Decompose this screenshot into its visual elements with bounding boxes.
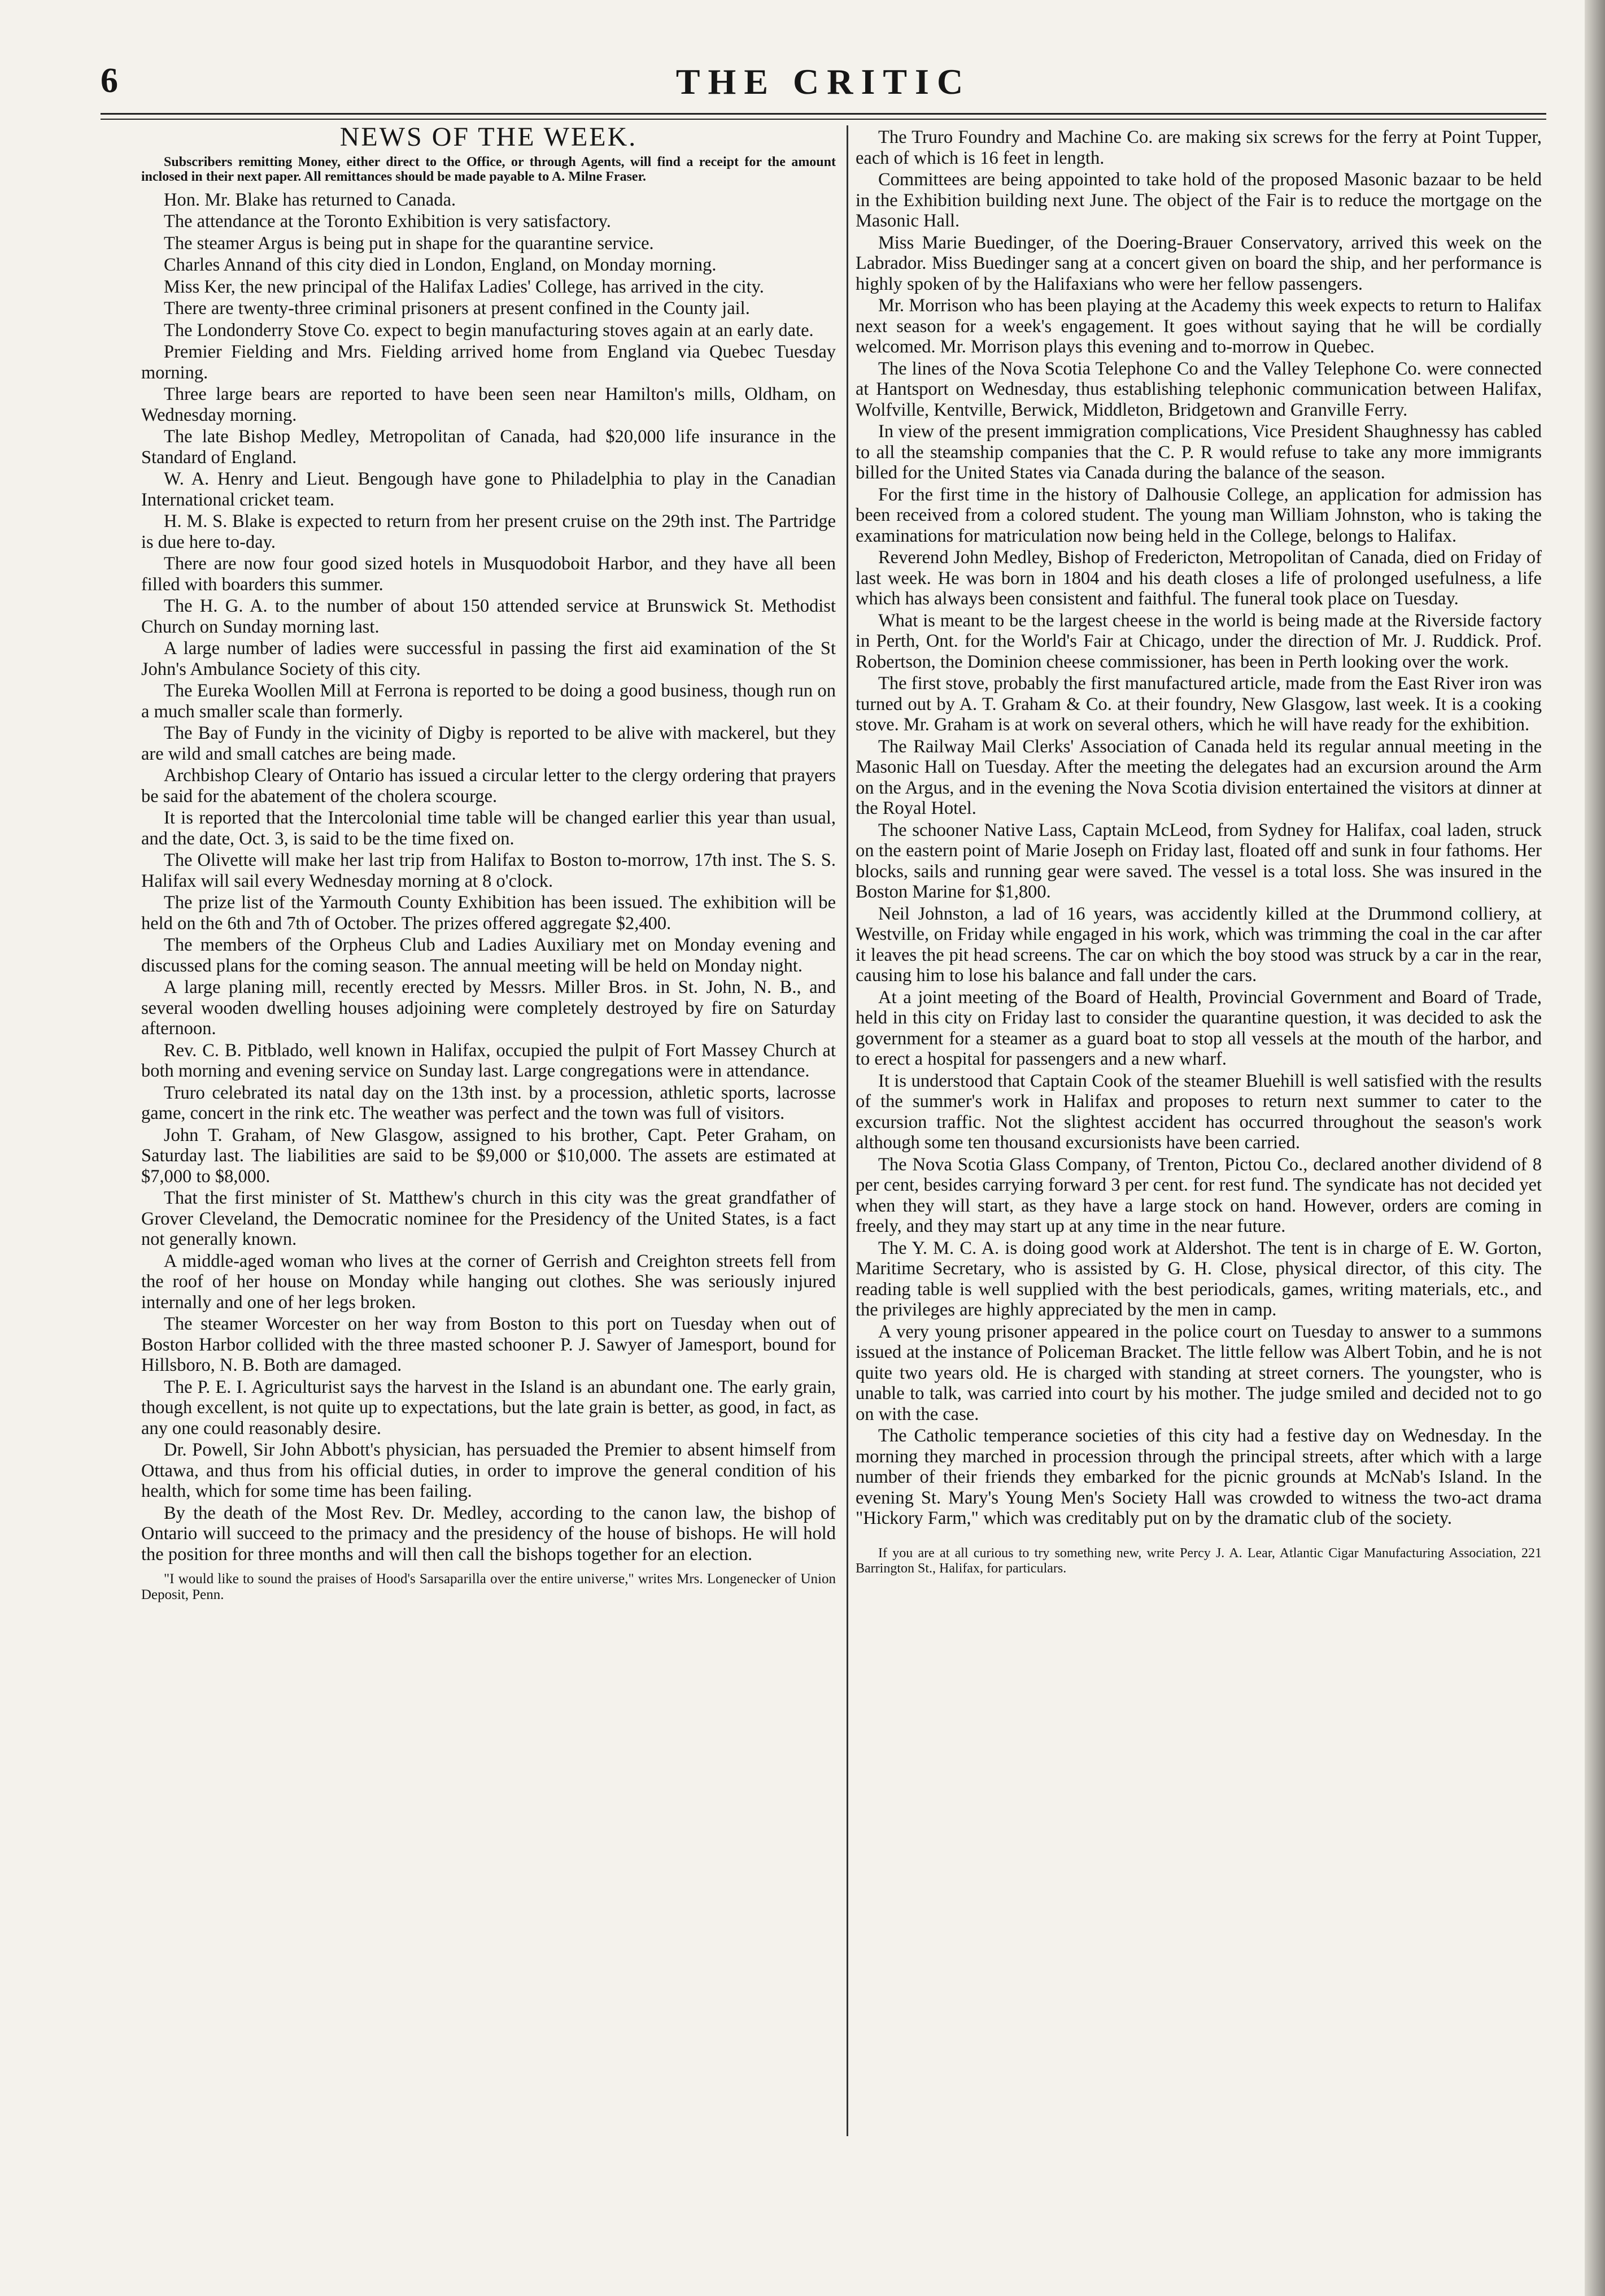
news-item: A middle-aged woman who lives at the corner of Gerrish and Creighton streets fell from the roof of her house on Monday while hanging out clothes. She was seriously injured internally and one of her legs broken. <box>141 1251 836 1313</box>
advertisement-note: "I would like to sound the praises of Hood's Sarsaparilla over the entire universe," writes Mrs. Longenecker of Union Deposit, Penn. <box>141 1571 836 1602</box>
news-item: Three large bears are reported to have been seen near Hamilton's mills, Oldham, on Wednesday morning. <box>141 384 836 425</box>
news-item: A very young prisoner appeared in the police court on Tuesday to answer to a summons issued at the instance of Policeman Bracket. The little fellow was Albert Tobin, and he is not quite two years old. He is charged with standing at street corners. The youngster, who is unable to talk, was carried into court by his mother. The judge smiled and decided not to go on with the case. <box>856 1321 1542 1424</box>
news-item: Charles Annand of this city died in London, England, on Monday morning. <box>164 255 717 275</box>
page-header <box>101 56 1546 107</box>
left-column <box>141 122 836 1604</box>
subscription-notice: Subscribers remitting Money, either direct to the Office, or through Agents, will find a receipt for the amount inclosed in their next paper. All remittances should be made payable to A. Milne Fraser. <box>141 154 836 184</box>
news-item: For the first time in the history of Dalhousie College, an application for admission has been received from a colored student. The young man William Johnston, who is taking the examinations for matriculation now being held in the College, belongs to Halifax. <box>856 484 1542 546</box>
news-item: The Y. M. C. A. is doing good work at Aldershot. The tent is in charge of E. W. Gorton, Maritime Secretary, who is assisted by G. H. Close, physical director, of this city. The reading table is well supplied with the best periodicals, games, writing materials, etc., and the privileges are highly appreciated by the men in camp. <box>856 1238 1542 1320</box>
news-item: The Railway Mail Clerks' Association of Canada held its regular annual meeting in the Masonic Hall on Tuesday. After the meeting the delegates had an excursion around the Arm on the Argus, and in the evening the Nova Scotia division entertained the visitors at dinner at the Royal Hotel. <box>856 736 1542 818</box>
news-item: Dr. Powell, Sir John Abbott's physician, has persuaded the Premier to absent himself from Ottawa, and thus from his official duties, in order to improve the general condition of his health, which for some time has been failing. <box>141 1440 836 1501</box>
news-item: Committees are being appointed to take hold of the proposed Masonic bazaar to be held in the Exhibition building next June. The object of the Fair is to reduce the mortgage on the Masonic Hall. <box>856 169 1542 231</box>
news-item: The Bay of Fundy in the vicinity of Digby is reported to be alive with mackerel, but they are wild and small catches are being made. <box>141 723 836 764</box>
news-item: The P. E. I. Agriculturist says the harvest in the Island is an abundant one. The early grain, though excellent, is not quite up to expectations, but the late grain is better, as good, in fact, as any one could reasonably desire. <box>141 1376 836 1439</box>
section-title: NEWS OF THE WEEK. <box>339 122 638 152</box>
news-item: A large number of ladies were successful in passing the first aid examination of the St John's Ambulance Society of this city. <box>141 638 836 679</box>
news-item: Neil Johnston, a lad of 16 years, was accidently killed at the Drummond colliery, at Westville, on Friday while engaged in his work, which was trimming the coal in the car after it leaves the pit head screens. The car on which the boy stood was struck by a car in the rear, causing him to lose his balance and fall under the cars. <box>856 903 1542 986</box>
news-item: The first stove, probably the first manufactured article, made from the East River iron was turned out by A. T. Graham & Co. at their foundry, New Glasgow, last week. It is a cooking stove. Mr. Graham is at work on several others, which he will have ready for the exhibition. <box>856 673 1542 735</box>
news-item: John T. Graham, of New Glasgow, assigned to his brother, Capt. Peter Graham, on Saturday last. The liabilities are said to be $9,000 or $10,000. The assets are estimated at $7,000 to $8,000. <box>141 1125 836 1187</box>
news-item: That the first minister of St. Matthew's church in this city was the great grandfather of Grover Cleveland, the Democratic nominee for the Presidency of the United States, is a fact not generally known. <box>141 1188 836 1249</box>
news-item: The Eureka Woollen Mill at Ferrona is reported to be doing a good business, though run on a much smaller scale than formerly. <box>141 681 836 722</box>
news-item: The Truro Foundry and Machine Co. are making six screws for the ferry at Point Tupper, each of which is 16 feet in length. <box>856 127 1542 168</box>
masthead-title: THE CRITIC <box>675 62 971 102</box>
news-item: The Londonderry Stove Co. expect to begin manufacturing stoves again at an early date. <box>164 320 814 341</box>
news-item: Premier Fielding and Mrs. Fielding arrived home from England via Quebec Tuesday morning. <box>141 342 836 383</box>
news-item: A large planing mill, recently erected by Messrs. Miller Bros. in St. John, N. B., and several wooden dwelling houses adjoining were completely destroyed by fire on Saturday afternoon. <box>141 977 836 1039</box>
column-divider <box>847 125 848 2136</box>
news-item: The steamer Worcester on her way from Boston to this port on Tuesday when out of Boston Harbor collided with the three masted schooner P. J. Sawyer of Jamesport, bound for Hillsboro, N. B. Both are damaged. <box>141 1314 836 1375</box>
news-item: The members of the Orpheus Club and Ladies Auxiliary met on Monday evening and discussed plans for the coming season. The annual meeting will be held on Monday night. <box>141 935 836 976</box>
news-item: By the death of the Most Rev. Dr. Medley, according to the canon law, the bishop of Ontario will succeed to the primacy and the presidency of the house of bishops. He will hold the position for three months and will then call the bishops together for an election. <box>141 1502 836 1565</box>
page-edge-shadow <box>1585 0 1605 2296</box>
news-item: The late Bishop Medley, Metropolitan of Canada, had $20,000 life insurance in the Standard of England. <box>141 426 836 468</box>
news-item: Hon. Mr. Blake has returned to Canada. <box>164 189 456 210</box>
news-item: The steamer Argus is being put in shape for the quarantine service. <box>164 233 654 254</box>
news-item: Rev. C. B. Pitblado, well known in Halifax, occupied the pulpit of Fort Massey Church at both morning and evening service on Sunday last. Large congregations were in attendance. <box>141 1040 836 1081</box>
news-item: The prize list of the Yarmouth County Exhibition has been issued. The exhibition will be held on the 6th and 7th of October. The prizes offered aggregate $2,400. <box>141 892 836 934</box>
news-item: The Nova Scotia Glass Company, of Trenton, Pictou Co., declared another dividend of 8 per cent, besides carrying forward 3 per cent. for rest fund. The syndicate has not decided yet when they will start, as they have a large stock on hand. However, orders are coming in freely, and they may start up at any time in the near future. <box>856 1154 1542 1236</box>
news-item: There are now four good sized hotels in Musquodoboit Harbor, and they have all been filled with boarders this summer. <box>141 554 836 595</box>
news-item: Miss Marie Buedinger, of the Doering-Brauer Conservatory, arrived this week on the Labrador. Miss Buedinger sang at a concert given on board the ship, and her performance is highly spoken of by the Halifaxians who were her fellow passengers. <box>856 232 1542 294</box>
advertisement-note: If you are at all curious to try something new, write Percy J. A. Lear, Atlantic Cigar Manufacturing Association, 221 Barrington St., Halifax, for particulars. <box>856 1545 1542 1576</box>
news-item: The Olivette will make her last trip from Halifax to Boston to-morrow, 17th inst. The S. S. Halifax will sail every Wednesday morning at 8 o'clock. <box>141 850 836 891</box>
news-item: The Catholic temperance societies of this city had a festive day on Wednesday. In the morning they marched in procession through the principal streets, after which with a large number of their friends they embarked for the picnic grounds at McNab's Island. In the evening St. Mary's Young Men's Society Hall was crowded to witness the two-act drama "Hickory Farm," which was creditably put on by the dramatic club of the society. <box>856 1426 1542 1528</box>
news-item: What is meant to be the largest cheese in the world is being made at the Riverside factory in Perth, Ont. for the World's Fair at Chicago, under the direction of Mr. J. Ruddick. Prof. Robertson, the Dominion cheese commissioner, has been in Perth looking over the work. <box>856 610 1542 672</box>
news-item: The attendance at the Toronto Exhibition is very satisfactory. <box>164 211 611 232</box>
right-column <box>856 127 1542 1578</box>
news-item: The lines of the Nova Scotia Telephone Co and the Valley Telephone Co. were connected at Hantsport on Wednesday, thus establishing telephonic communication between Halifax, Wolfville, Kentville, Berwick, Middleton, Bridgetown and Granville Ferry. <box>856 358 1542 420</box>
news-item: The schooner Native Lass, Captain McLeod, from Sydney for Halifax, coal laden, struck on the eastern point of Marie Joseph on Friday last, floated off and sunk in four fathoms. Her blocks, sails and running gear were saved. The vessel is a total loss. She was insured in the Boston Marine for $1,800. <box>856 820 1542 902</box>
news-item: W. A. Henry and Lieut. Bengough have gone to Philadelphia to play in the Canadian International cricket team. <box>141 469 836 510</box>
header-rule-thin <box>101 119 1546 120</box>
news-item: Miss Ker, the new principal of the Halifax Ladies' College, has arrived in the city. <box>164 276 764 297</box>
news-item: It is understood that Captain Cook of the steamer Bluehill is well satisfied with the results of the summer's work in Halifax and proposes to return next summer to cater to the excursion traffic. Not the slightest accident has occurred throughout the season's work although some ten thousand excursionists have been carried. <box>856 1070 1542 1153</box>
news-item: It is reported that the Intercolonial time table will be changed earlier this year than usual, and the date, Oct. 3, is said to be the time fixed on. <box>141 808 836 849</box>
news-item: H. M. S. Blake is expected to return from her present cruise on the 29th inst. The Partridge is due here to-day. <box>141 511 836 552</box>
news-item: The H. G. A. to the number of about 150 attended service at Brunswick St. Methodist Church on Sunday morning last. <box>141 596 836 637</box>
news-item: There are twenty-three criminal prisoners at present confined in the County jail. <box>164 298 750 319</box>
news-item: In view of the present immigration complications, Vice President Shaughnessy has cabled to all the steamship companies that the C. P. R would refuse to take any more immigrants billed for the United States via Canada during the balance of the season. <box>856 421 1542 483</box>
page-number: 6 <box>101 62 118 100</box>
news-item: At a joint meeting of the Board of Health, Provincial Government and Board of Trade, held in this city on Friday last to consider the quarantine question, it was decided to ask the government for a steamer as a guard boat to stop all vessels at the mouth of the harbor, and to erect a hospital for passengers and a new wharf. <box>856 987 1542 1069</box>
news-item: Mr. Morrison who has been playing at the Academy this week expects to return to Halifax next season for a week's engagement. It goes without saying that he will be cordially welcomed. Mr. Morrison plays this evening and to-morrow in Quebec. <box>856 295 1542 357</box>
news-item: Truro celebrated its natal day on the 13th inst. by a procession, athletic sports, lacrosse game, concert in the rink etc. The weather was perfect and the town was full of visitors. <box>141 1082 836 1123</box>
news-item: Archbishop Cleary of Ontario has issued a circular letter to the clergy ordering that prayers be said for the abatement of the cholera scourge. <box>141 765 836 807</box>
news-item: Reverend John Medley, Bishop of Fredericton, Metropolitan of Canada, died on Friday of last week. He was born in 1804 and his death closes a life of prolonged usefulness, a life which has always been consistent and faithful. The funeral took place on Tuesday. <box>856 547 1542 609</box>
header-rule <box>101 113 1546 115</box>
